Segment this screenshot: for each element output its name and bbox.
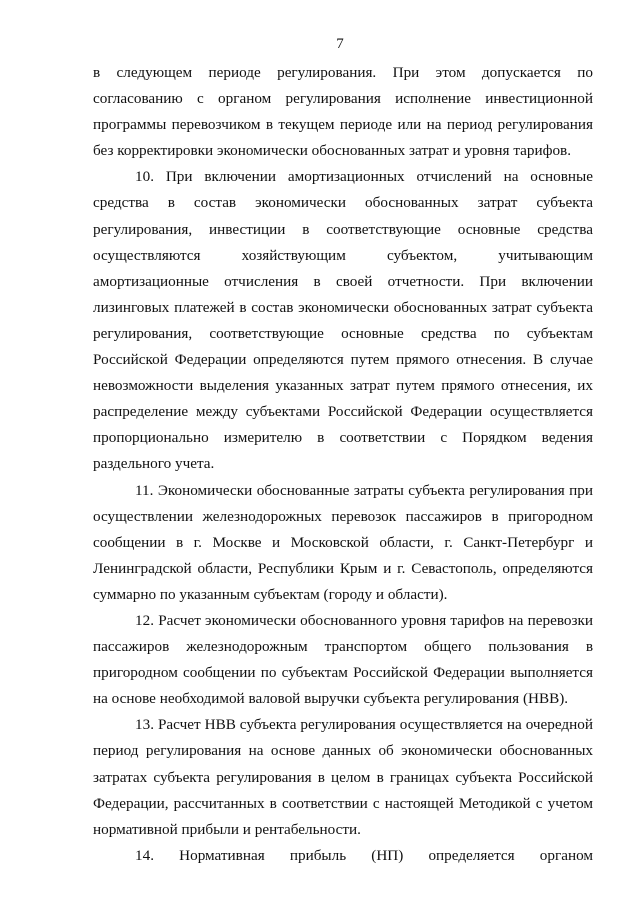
paragraph-14: 14. Нормативная прибыль (НП) определяется органом: [135, 846, 593, 864]
paragraph-12: 12. Расчет экономически обоснованного уровня тарифов на перевозки пассажиров железнодорожным транспортом общего пользования в пригородном сообщении по субъектам Российской Федерации выполняется на основе необходимой валовой выручки субъекта регулирования (НВВ).: [93, 611, 593, 708]
document-body: [93, 60, 593, 869]
paragraph-11: 11. Экономически обоснованные затраты субъекта регулирования при осуществлении железнодорожных перевозок пассажиров в пригородном сообщении в г. Москве и Московской области, г. Санкт-Петербург и Ленинградской области, Республики Крым и г. Севастополь, определяются суммарно по указанным субъектам (городу и области).: [93, 481, 593, 603]
paragraph-13: 13. Расчет НВВ субъекта регулирования осуществляется на очередной период регулирования на основе данных об экономически обоснованных затратах субъекта регулирования в целом в границах субъекта Российской Федерации, рассчитанных в соответствии с настоящей Методикой с учетом нормативной прибыли и рентабельности.: [93, 716, 593, 838]
paragraph-continuation: в следующем периоде регулирования. При этом допускается по согласованию с органом регулирования исполнение инвестиционной программы перевозчиком в текущем периоде или на период регулирования без корректировки экономически обоснованных затрат и уровня тарифов.: [93, 64, 593, 160]
paragraph-10: 10. При включении амортизационных отчислений на основные средства в состав экономически обоснованных затрат субъекта регулирования, инвестиции в соответствующие основные средства осуществляются хозяйствующим субъектом, учитывающим амортизационные отчисления в своей отчетности. При включении лизинговых платежей в состав экономически обоснованных затрат субъекта регулирования, соответствующие основные средства по субъектам Российской Федерации определяются путем прямого отнесения. В случае невозможности выделения указанных затрат путем прямого отнесения, их распределение между субъектами Российской Федерации осуществляется пропорционально измерителю в соответствии с Порядком ведения раздельного учета.: [93, 168, 593, 473]
page-number: 7: [336, 36, 344, 52]
